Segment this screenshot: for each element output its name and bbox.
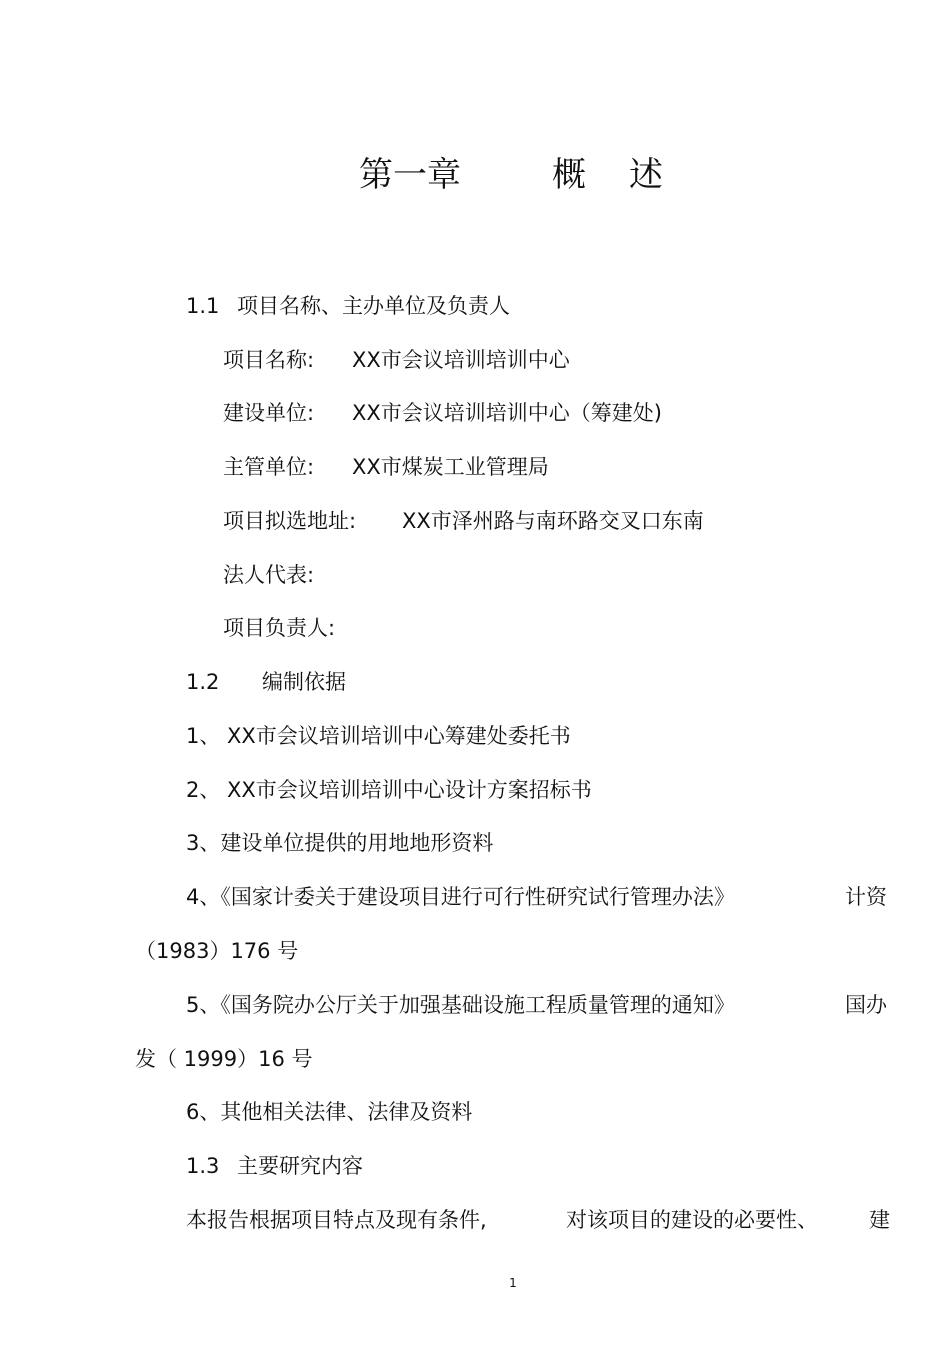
construction-unit-value: XX市会议培训培训中心（筹建处) <box>352 401 662 425</box>
section-number: 1.1 <box>186 294 220 318</box>
basis-item-3: 3、建设单位提供的用地地形资料 <box>186 831 494 855</box>
basis-item-2: 2、 XX市会议培训培训中心设计方案招标书 <box>186 778 592 802</box>
project-site-value: XX市泽州路与南环路交叉口东南 <box>402 509 704 533</box>
basis-item-5-continuation: 发（ 1999）16 号 <box>135 1047 313 1071</box>
basis-item-6: 6、其他相关法律、法律及资料 <box>186 1100 473 1124</box>
page-number: 1 <box>509 1276 517 1290</box>
construction-unit-label: 建设单位: <box>223 401 315 425</box>
supervising-unit-value: XX市煤炭工业管理局 <box>352 455 549 479</box>
section-title: 编制依据 <box>262 670 346 694</box>
project-site-label: 项目拟选地址: <box>223 509 357 533</box>
section-heading-1-2 <box>186 668 346 696</box>
project-site-row <box>223 507 704 535</box>
intro-paragraph-part-1: 本报告根据项目特点及现有条件, <box>186 1208 487 1232</box>
legal-representative-label: 法人代表: <box>223 563 315 587</box>
section-number: 1.2 <box>186 670 220 694</box>
basis-item-5: 5、《国务院办公厅关于加强基础设施工程质量管理的通知》 <box>186 993 735 1017</box>
section-number: 1.3 <box>186 1154 220 1178</box>
project-name-label: 项目名称: <box>223 348 315 372</box>
basis-item-1: 1、 XX市会议培训培训中心筹建处委托书 <box>186 724 571 748</box>
basis-item-4-tail: 计资 <box>845 885 887 909</box>
section-heading-1-3 <box>186 1152 363 1180</box>
intro-paragraph-part-2: 对该项目的建设的必要性、 <box>566 1208 818 1232</box>
section-title: 项目名称、主办单位及负责人 <box>237 294 510 318</box>
chapter-title-number: 第一章 <box>359 155 461 195</box>
section-title: 主要研究内容 <box>237 1154 363 1178</box>
intro-paragraph-part-3: 建 <box>869 1208 890 1232</box>
project-name-value: XX市会议培训培训中心 <box>352 348 570 372</box>
chapter-title-word-1: 概 <box>552 155 586 195</box>
construction-unit-row <box>223 399 662 427</box>
section-heading-1-1 <box>186 292 510 320</box>
project-lead-label: 项目负责人: <box>223 616 336 640</box>
basis-item-5-tail: 国办 <box>845 993 887 1017</box>
supervising-unit-label: 主管单位: <box>223 455 315 479</box>
chapter-title <box>0 153 950 197</box>
chapter-title-word-2: 述 <box>629 155 663 195</box>
basis-item-4: 4、《国家计委关于建设项目进行可行性研究试行管理办法》 <box>186 885 735 909</box>
project-name-row <box>223 346 570 374</box>
supervising-unit-row <box>223 453 549 481</box>
basis-item-4-continuation: （1983）176 号 <box>135 939 299 963</box>
